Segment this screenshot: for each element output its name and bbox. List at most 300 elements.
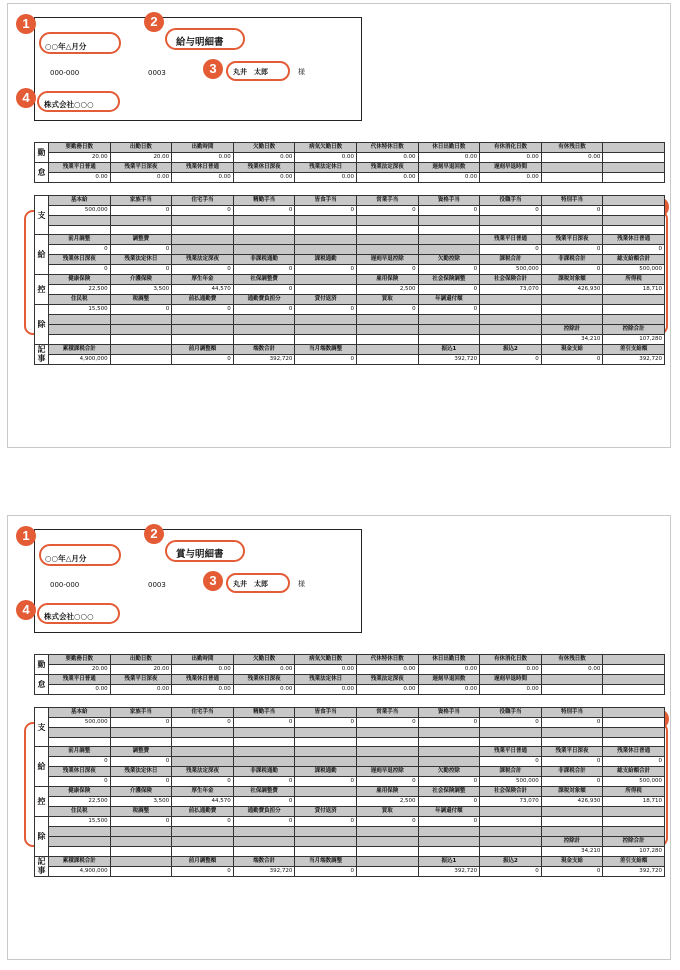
field-label: 雇用保険	[356, 275, 418, 285]
section-label-deduction: 控	[35, 275, 49, 305]
blank-cell	[295, 216, 357, 226]
field-value: 0	[110, 245, 172, 255]
field-label: 有休残日数	[541, 655, 603, 665]
field-label: 有休消化日数	[480, 655, 542, 665]
field-label	[110, 344, 172, 354]
field-value	[541, 173, 603, 183]
field-label: 振込1	[418, 344, 480, 354]
field-value: 20.00	[110, 665, 172, 675]
field-value: 0.00	[356, 153, 418, 163]
value-row	[35, 757, 665, 767]
field-label: 残業休日深夜	[233, 163, 295, 173]
value-row	[35, 334, 665, 344]
spacer	[35, 695, 665, 708]
blank-cell	[480, 827, 542, 837]
field-label: 資格手当	[418, 708, 480, 718]
payslip-table	[34, 654, 665, 877]
field-label: 介護保険	[110, 275, 172, 285]
field-value: 0	[233, 285, 295, 295]
field-label: 健康保険	[49, 275, 111, 285]
field-value: 0	[295, 305, 357, 315]
field-value: 0.00	[233, 685, 295, 695]
label-row	[35, 255, 665, 265]
field-label: 税調整	[110, 295, 172, 305]
field-value: 0	[110, 206, 172, 216]
blank-cell	[356, 315, 418, 325]
blank-cell	[49, 728, 111, 738]
blank-cell	[110, 827, 172, 837]
callout-badge-1: 1	[16, 526, 36, 546]
field-label	[110, 836, 172, 846]
field-label: 非課税合計	[541, 767, 603, 777]
field-label: 課税合計	[480, 255, 542, 265]
field-value	[295, 285, 357, 295]
field-label: 残業平日普通	[480, 235, 542, 245]
field-value: 0.00	[233, 153, 295, 163]
field-label: 社会保険合計	[480, 787, 542, 797]
field-label: 控除計	[541, 324, 603, 334]
field-value: 0	[49, 757, 111, 767]
field-label: 総支給額合計	[603, 767, 665, 777]
field-value: 0	[418, 305, 480, 315]
field-value	[110, 866, 172, 876]
value-row	[35, 777, 665, 787]
value-row	[35, 797, 665, 807]
field-value: 107,280	[603, 846, 665, 856]
field-label: 欠勤日数	[233, 143, 295, 153]
field-label: 資格手当	[418, 196, 480, 206]
field-value	[356, 334, 418, 344]
value-row	[35, 173, 665, 183]
field-value: 392,720	[603, 354, 665, 364]
field-value	[418, 245, 480, 255]
field-label: 残業法定休日	[110, 767, 172, 777]
blank-cell	[480, 728, 542, 738]
field-label: 残業休日深夜	[49, 255, 111, 265]
field-label	[172, 324, 234, 334]
field-value: 0.00	[233, 173, 295, 183]
field-label: 残業法定休日	[110, 255, 172, 265]
blank-cell	[356, 225, 418, 235]
blank-cell	[418, 216, 480, 226]
field-label: 前月調整額	[172, 344, 234, 354]
field-label: 遅刻早退回数	[418, 163, 480, 173]
field-label: 社保調整費	[233, 275, 295, 285]
field-label: 皆食手当	[295, 708, 357, 718]
field-value: 0	[49, 245, 111, 255]
field-value: 0	[541, 245, 603, 255]
blank-cell	[480, 225, 542, 235]
field-value: 18,710	[603, 797, 665, 807]
label-row	[35, 275, 665, 285]
value-row	[35, 354, 665, 364]
field-value	[233, 846, 295, 856]
field-value: 0.00	[295, 173, 357, 183]
field-value: 0	[603, 757, 665, 767]
value-row	[35, 285, 665, 295]
section-label-attendance: 勤	[35, 655, 49, 675]
field-value: 0	[110, 718, 172, 728]
field-label: 社会保険調整	[418, 787, 480, 797]
field-label	[172, 235, 234, 245]
field-value: 34,210	[541, 846, 603, 856]
field-value: 0	[418, 206, 480, 216]
callout-outline-4	[37, 603, 120, 624]
field-label: 残業平日深夜	[541, 747, 603, 757]
field-value: 0	[295, 718, 357, 728]
section-label-payment: 支	[35, 196, 49, 235]
field-label: 出勤日数	[110, 143, 172, 153]
field-label: 代休特休日数	[356, 143, 418, 153]
field-label: 営業手当	[356, 196, 418, 206]
field-label: 年調還付額	[418, 295, 480, 305]
field-label: 基本給	[49, 196, 111, 206]
field-label: 所得税	[603, 787, 665, 797]
field-value: 0	[233, 305, 295, 315]
field-label: 介護保険	[110, 787, 172, 797]
blank-cell	[172, 225, 234, 235]
field-label: 端数合計	[233, 856, 295, 866]
field-value	[172, 245, 234, 255]
label-row	[35, 856, 665, 866]
blank-cell	[233, 216, 295, 226]
blank-cell	[110, 728, 172, 738]
field-label	[233, 324, 295, 334]
label-row	[35, 655, 665, 665]
field-label: 社保調整費	[233, 787, 295, 797]
field-value: 0.00	[480, 685, 542, 695]
field-value: 0	[541, 777, 603, 787]
field-value: 0	[418, 285, 480, 295]
field-label: 代休特休日数	[356, 655, 418, 665]
field-label: 残業休日普通	[172, 163, 234, 173]
field-value: 0	[418, 265, 480, 275]
field-value: 20.00	[49, 665, 111, 675]
field-label: 住民税	[49, 295, 111, 305]
field-label: 厚生年金	[172, 275, 234, 285]
field-value: 392,720	[603, 866, 665, 876]
field-label	[603, 163, 665, 173]
field-value	[603, 305, 665, 315]
field-value: 44,570	[172, 285, 234, 295]
blank-cell	[541, 315, 603, 325]
blank-cell	[295, 225, 357, 235]
field-value: 0.00	[541, 665, 603, 675]
field-label: 残業休日深夜	[49, 767, 111, 777]
blank-cell	[233, 225, 295, 235]
field-label	[541, 163, 603, 173]
field-value: 0	[480, 245, 542, 255]
field-label: 調整費	[110, 747, 172, 757]
label-row	[35, 196, 665, 206]
field-value	[295, 757, 357, 767]
field-value	[233, 245, 295, 255]
section-label-attendance: 勤	[35, 143, 49, 163]
field-value	[233, 757, 295, 767]
department-code: 000-000	[50, 69, 80, 77]
field-value	[110, 334, 172, 344]
field-label	[480, 807, 542, 817]
field-label	[110, 324, 172, 334]
field-label	[356, 324, 418, 334]
field-value	[541, 817, 603, 827]
field-value	[110, 846, 172, 856]
field-label: 住宅手当	[172, 708, 234, 718]
field-label: 控除計	[541, 836, 603, 846]
field-label: 遅刻早退時間	[480, 675, 542, 685]
pay-period: ○○年△月分	[45, 554, 87, 563]
field-label: 非課税通勤	[233, 767, 295, 777]
field-label	[172, 747, 234, 757]
callout-outline-2	[165, 540, 245, 562]
field-label: 営業手当	[356, 708, 418, 718]
field-value: 0	[172, 305, 234, 315]
field-label	[541, 807, 603, 817]
field-value: 0.00	[49, 685, 111, 695]
field-label: 基本給	[49, 708, 111, 718]
field-value: 426,930	[541, 797, 603, 807]
field-value: 0.00	[295, 685, 357, 695]
callout-badge-4: 4	[16, 600, 36, 620]
field-value	[603, 665, 665, 675]
blank-cell	[541, 728, 603, 738]
callout-outline-3	[226, 573, 290, 593]
blank-cell	[418, 315, 480, 325]
label-row	[35, 163, 665, 173]
blank-cell	[49, 827, 111, 837]
field-value: 0.00	[480, 665, 542, 675]
field-label: 累積課税合計	[49, 344, 111, 354]
blank-cell	[110, 225, 172, 235]
field-value	[295, 334, 357, 344]
field-value: 0.00	[418, 665, 480, 675]
blank-cell	[541, 827, 603, 837]
field-value	[480, 305, 542, 315]
field-value	[603, 153, 665, 163]
field-label: 通勤費負担分	[233, 807, 295, 817]
honorific: 様	[298, 68, 305, 76]
field-value: 107,280	[603, 334, 665, 344]
field-value	[356, 245, 418, 255]
field-label: 差引支給額	[603, 344, 665, 354]
field-label: 健康保険	[49, 787, 111, 797]
value-row	[35, 665, 665, 675]
field-label: 振込2	[480, 856, 542, 866]
field-label	[541, 295, 603, 305]
value-row	[35, 153, 665, 163]
blank-cell	[172, 315, 234, 325]
field-label: 遅刻早退控除	[356, 255, 418, 265]
field-value: 0	[172, 718, 234, 728]
field-label: 当月端数調整	[295, 344, 357, 354]
field-value	[541, 305, 603, 315]
field-value	[603, 173, 665, 183]
field-label: 控除合計	[603, 836, 665, 846]
field-label: 休日出勤日数	[418, 655, 480, 665]
field-value: 0	[480, 354, 542, 364]
field-label: 特別手当	[541, 196, 603, 206]
field-label: 遅刻早退回数	[418, 675, 480, 685]
field-label: 要勤務日数	[49, 655, 111, 665]
blank-cell	[172, 737, 234, 747]
field-value: 0	[603, 245, 665, 255]
field-value: 0.00	[172, 173, 234, 183]
field-value: 0	[110, 817, 172, 827]
field-value: 0	[233, 777, 295, 787]
field-value: 15,500	[49, 817, 111, 827]
field-value: 0	[233, 797, 295, 807]
field-value: 0	[541, 206, 603, 216]
field-value: 0	[110, 305, 172, 315]
callout-badge-3: 3	[203, 571, 223, 591]
field-value: 0	[356, 777, 418, 787]
label-row	[35, 295, 665, 305]
field-value	[356, 846, 418, 856]
field-value: 500,000	[603, 777, 665, 787]
employee-name: 丸井 太郎	[233, 580, 268, 588]
field-value: 20.00	[49, 153, 111, 163]
field-value: 0	[110, 757, 172, 767]
callout-badge-2: 2	[144, 524, 164, 544]
field-value	[603, 718, 665, 728]
label-row	[35, 344, 665, 354]
blank-cell	[110, 315, 172, 325]
field-label: 病気欠勤日数	[295, 143, 357, 153]
callout-badge-4: 4	[16, 88, 36, 108]
field-label: 通勤費負担分	[233, 295, 295, 305]
field-label	[295, 235, 357, 245]
value-row	[35, 718, 665, 728]
field-label	[295, 787, 357, 797]
field-label	[603, 708, 665, 718]
field-label: 残業法定深夜	[356, 675, 418, 685]
value-row	[35, 265, 665, 275]
field-label: 非課税合計	[541, 255, 603, 265]
field-label	[172, 836, 234, 846]
value-row	[35, 206, 665, 216]
salary-slip-panel	[7, 3, 671, 448]
field-label	[233, 836, 295, 846]
field-value: 500,000	[480, 777, 542, 787]
field-label	[603, 196, 665, 206]
field-value: 0	[541, 265, 603, 275]
field-value: 392,720	[233, 866, 295, 876]
field-label	[233, 747, 295, 757]
field-label: 残業法定深夜	[356, 163, 418, 173]
field-value	[480, 817, 542, 827]
field-label: 病気欠勤日数	[295, 655, 357, 665]
field-value: 0	[541, 718, 603, 728]
field-value	[603, 817, 665, 827]
field-value: 0.00	[110, 173, 172, 183]
blank-cell	[233, 315, 295, 325]
callout-outline-1	[39, 32, 121, 54]
field-value: 0	[295, 866, 357, 876]
field-label: 買取	[356, 807, 418, 817]
field-value: 0.00	[172, 153, 234, 163]
field-value: 0	[480, 718, 542, 728]
field-value: 0	[295, 817, 357, 827]
field-label	[356, 856, 418, 866]
blank-cell	[603, 315, 665, 325]
field-label: 遅刻早退控除	[356, 767, 418, 777]
field-label	[418, 235, 480, 245]
field-value: 73,070	[480, 797, 542, 807]
label-row	[35, 708, 665, 718]
slip-title: 賞与明細書	[176, 549, 224, 560]
field-value	[418, 334, 480, 344]
field-label: 住宅手当	[172, 196, 234, 206]
field-value	[295, 846, 357, 856]
blank-cell	[541, 216, 603, 226]
department-code: 000-000	[50, 581, 80, 589]
field-value: 0	[480, 866, 542, 876]
field-value	[110, 354, 172, 364]
field-label: 所得税	[603, 275, 665, 285]
field-value: 0.00	[541, 153, 603, 163]
field-label: 前払通勤費	[172, 295, 234, 305]
field-label: 有休消化日数	[480, 143, 542, 153]
value-row	[35, 305, 665, 315]
blank-cell	[418, 827, 480, 837]
field-label	[603, 295, 665, 305]
field-value	[172, 757, 234, 767]
callout-badge-2: 2	[144, 12, 164, 32]
field-value: 0.00	[418, 153, 480, 163]
field-value: 0	[110, 265, 172, 275]
field-value: 0	[49, 777, 111, 787]
field-label: 残業法定休日	[295, 675, 357, 685]
blank-cell	[295, 827, 357, 837]
field-label: 休日出勤日数	[418, 143, 480, 153]
value-row	[35, 846, 665, 856]
label-row	[35, 767, 665, 777]
spacer	[35, 183, 665, 196]
field-value	[295, 797, 357, 807]
field-label: 課税通勤	[295, 255, 357, 265]
field-label: 振込1	[418, 856, 480, 866]
notes-char: 記	[37, 857, 46, 866]
blank-cell	[49, 315, 111, 325]
callout-badge-1: 1	[16, 14, 36, 34]
field-label: 買取	[356, 295, 418, 305]
field-label: 現金支給	[541, 344, 603, 354]
field-label: 現金支給	[541, 856, 603, 866]
blank-cell	[603, 728, 665, 738]
field-value: 0	[418, 777, 480, 787]
label-row	[35, 807, 665, 817]
callout-outline-3	[226, 61, 290, 81]
field-value: 2,500	[356, 285, 418, 295]
field-label: 欠勤日数	[233, 655, 295, 665]
blank-cell	[172, 216, 234, 226]
blank-cell	[110, 216, 172, 226]
blank-cell	[233, 728, 295, 738]
field-label	[110, 856, 172, 866]
field-value: 0.00	[418, 685, 480, 695]
field-value: 392,720	[418, 354, 480, 364]
employee-code: 0003	[148, 581, 166, 589]
field-label: 端数合計	[233, 344, 295, 354]
field-value: 500,000	[603, 265, 665, 275]
field-label: 総支給額合計	[603, 255, 665, 265]
field-label	[356, 344, 418, 354]
field-label: 当月端数調整	[295, 856, 357, 866]
section-label-payment: 給	[35, 235, 49, 275]
field-value: 0	[110, 777, 172, 787]
blank-cell	[233, 737, 295, 747]
blank-cell	[603, 827, 665, 837]
